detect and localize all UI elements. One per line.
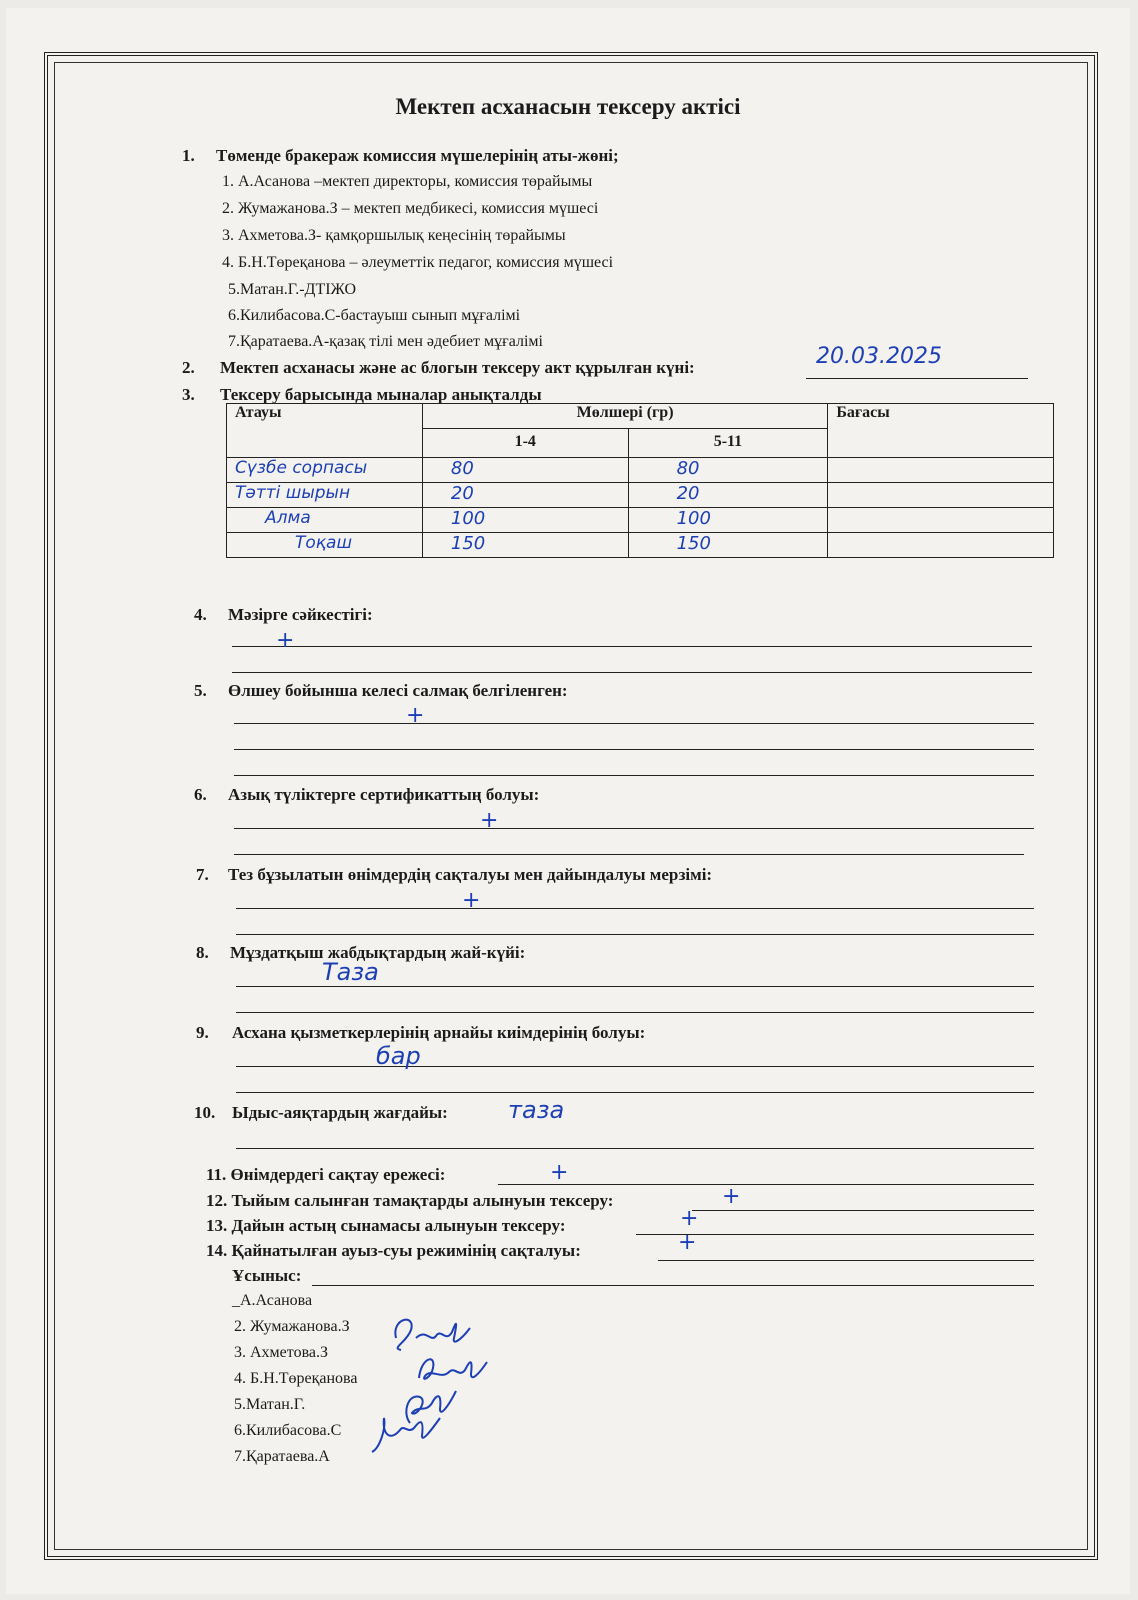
member-3: 3. Ахметова.З- қамқоршылық кеңесінің төрайымы <box>222 227 566 244</box>
section-4-number: 4. <box>194 605 207 624</box>
signer-1: _А.Асанова <box>232 1292 313 1309</box>
header-grade-1-4: 1-4 <box>422 429 628 458</box>
section-10-answer: таза <box>508 1096 565 1124</box>
section-10-number: 10. <box>194 1103 216 1122</box>
header-price: Бағасы <box>828 404 1054 458</box>
signer-2: 2. Жумажанова.З <box>234 1318 350 1335</box>
section-3-text: Тексеру барысында мыналар анықталды <box>220 385 542 404</box>
section-5-number: 5. <box>194 681 207 700</box>
member-2: 2. Жумажанова.З – мектеп медбикесі, комиссия мүшесі <box>222 200 599 217</box>
row-name: Тоқаш <box>295 533 353 553</box>
proposal-label: Ұсыныс: <box>232 1266 302 1285</box>
section-9-answer: бар <box>376 1042 421 1070</box>
inspection-table <box>226 403 1054 558</box>
section-9-text: Асхана қызметкерлерінің арнайы киімдерінің болуы: <box>232 1023 646 1042</box>
member-7: 7.Қаратаева.А-қазақ тілі мен әдебиет мұғалімі <box>228 333 543 350</box>
signature-7 <box>366 1408 446 1458</box>
signer-7: 7.Қаратаева.А <box>234 1448 330 1465</box>
section-8-text: Мұздатқыш жабдықтардың жай-күйі: <box>230 943 526 962</box>
member-5: 5.Матан.Г.-ДТІЖО <box>228 281 357 298</box>
section-13-answer: + <box>680 1206 699 1231</box>
section-4-text: Мәзірге сәйкестігі: <box>228 605 373 624</box>
row-name: Алма <box>265 508 311 528</box>
row-amount-5-11: 80 <box>676 458 700 479</box>
section-6-text: Азық түліктерге сертификаттың болуы: <box>228 785 540 804</box>
section-7-number: 7. <box>196 865 209 884</box>
row-amount-5-11: 100 <box>676 508 711 529</box>
row-amount-5-11: 20 <box>676 483 700 504</box>
row-name: Тәтті шырын <box>235 483 351 503</box>
section-9-number: 9. <box>196 1023 209 1042</box>
section-6-number: 6. <box>194 785 207 804</box>
row-amount-5-11: 150 <box>676 533 711 554</box>
section-10-text: Ыдыс-аяқтардың жағдайы: <box>232 1103 448 1122</box>
header-amount: Мөлшері (гр) <box>422 404 827 429</box>
table-row <box>227 458 1054 483</box>
table-row <box>227 508 1054 533</box>
member-4: 4. Б.Н.Төреқанова – әлеуметтік педагог, комиссия мүшесі <box>222 254 614 271</box>
section-5-text: Өлшеу бойынша келесі салмақ белгіленген: <box>228 681 568 700</box>
document-sheet <box>6 8 1130 1594</box>
row-amount-1-4: 150 <box>450 533 486 554</box>
signer-6: 6.Килибасова.С <box>234 1422 342 1439</box>
member-6: 6.Килибасова.С-бастауыш сынып мұғалімі <box>228 307 521 324</box>
section-14-answer: + <box>678 1230 697 1255</box>
signer-3: 3. Ахметова.З <box>234 1344 329 1361</box>
section-13-text: 13. Дайын астың сынамасы алынуын тексеру: <box>206 1216 566 1235</box>
section-14-text: 14. Қайнатылған ауыз-суы режимінің сақталуы: <box>206 1241 581 1260</box>
document-title: Мектеп асханасын тексеру актісі <box>395 94 741 119</box>
row-name: Сүзбе сорпасы <box>235 458 368 478</box>
section-12-text: 12. Тыйым салынған тамақтарды алынуын тексеру: <box>206 1191 614 1210</box>
section-2-number: 2. <box>182 358 195 377</box>
signer-5: 5.Матан.Г. <box>234 1396 306 1413</box>
section-11-answer: + <box>550 1160 569 1185</box>
section-4-answer: + <box>276 628 295 653</box>
table-row <box>227 483 1054 508</box>
section-11-text: 11. Өнімдердегі сақтау ережесі: <box>206 1165 446 1184</box>
header-grade-5-11: 5-11 <box>628 429 828 458</box>
row-amount-1-4: 20 <box>450 483 474 504</box>
row-amount-1-4: 80 <box>450 458 474 479</box>
signer-4: 4. Б.Н.Төреқанова <box>234 1370 358 1387</box>
row-amount-1-4: 100 <box>450 508 486 529</box>
section-1-number: 1. <box>182 146 195 165</box>
section-6-answer: + <box>480 808 499 833</box>
section-7-answer: + <box>462 888 481 913</box>
section-8-answer: Таза <box>322 958 379 986</box>
section-1-heading: Төменде бракераж комиссия мүшелерінің аты-жөні; <box>216 146 619 165</box>
section-7-text: Тез бұзылатын өнімдердің сақталуы мен дайындалуы мерзімі: <box>228 865 713 884</box>
section-2-text: Мектеп асханасы және ас блогын тексеру акт құрылған күні: <box>220 358 695 377</box>
section-3-number: 3. <box>182 385 195 404</box>
section-5-answer: + <box>406 703 425 728</box>
section-8-number: 8. <box>196 943 209 962</box>
member-1: 1. А.Асанова –мектеп директоры, комиссия төрайымы <box>222 173 593 190</box>
signature-4 <box>411 1348 491 1388</box>
table-row <box>227 533 1054 558</box>
section-12-answer: + <box>722 1184 741 1209</box>
inspection-date: 20.03.2025 <box>816 344 942 369</box>
page-border <box>44 52 1098 1560</box>
header-name: Атауы <box>227 404 423 458</box>
